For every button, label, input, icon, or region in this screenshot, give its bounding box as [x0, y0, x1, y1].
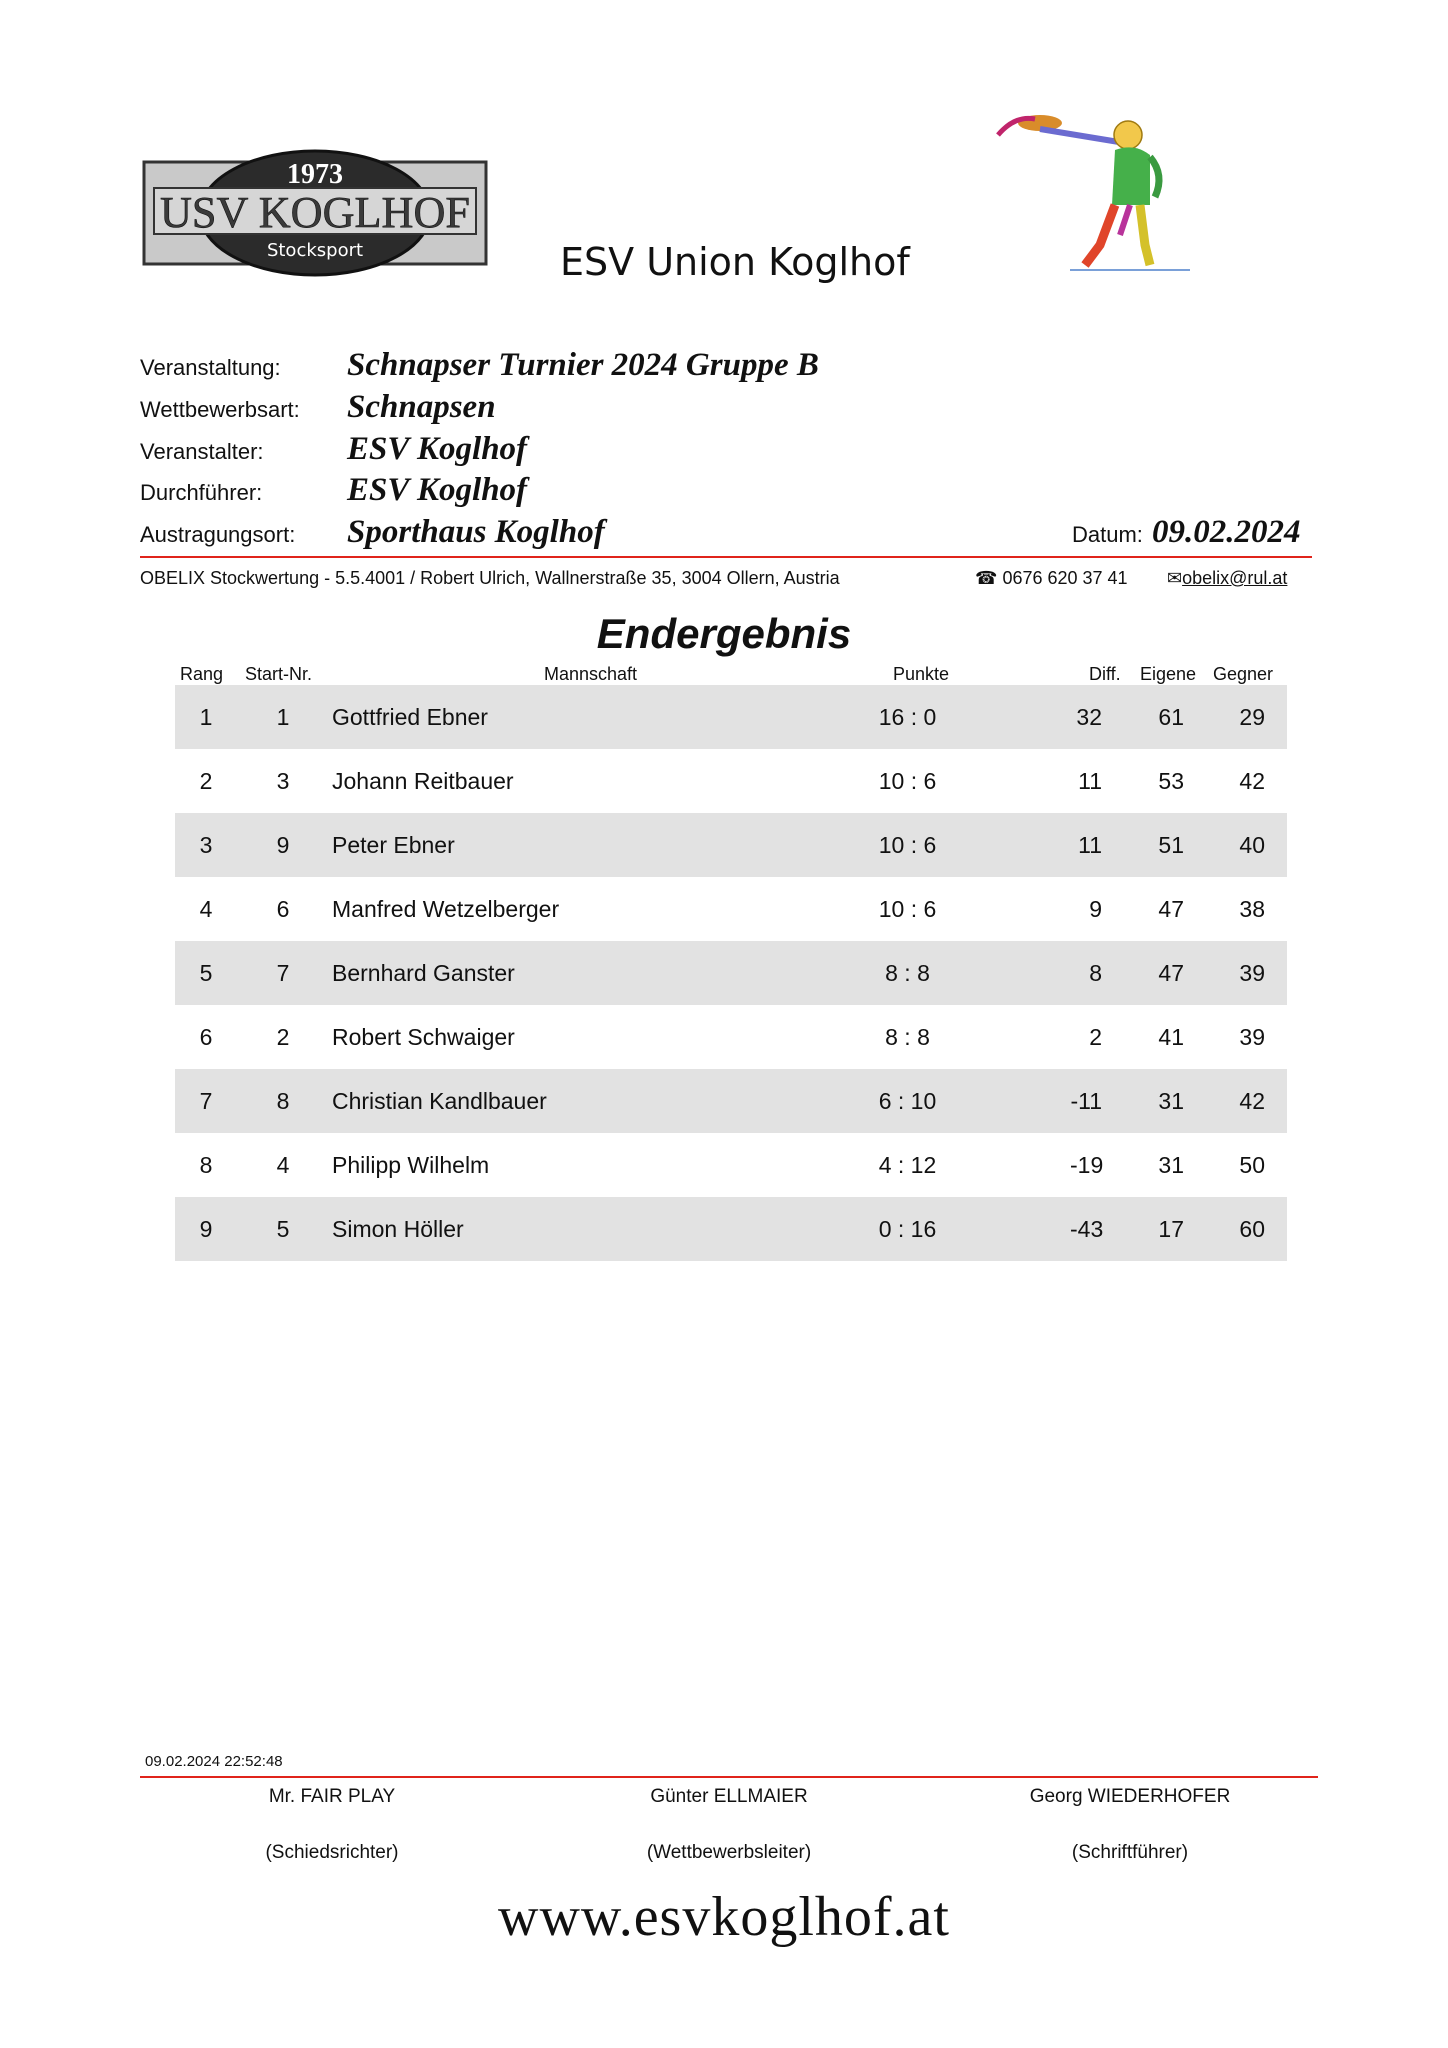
cell-opp: 38 — [1239, 896, 1265, 922]
cell-team: Simon Höller — [332, 1216, 464, 1242]
cell-team: Manfred Wetzelberger — [332, 896, 560, 922]
cell-rang: 8 — [199, 1152, 213, 1178]
wettbewerbsart-label: Wettbewerbsart: — [140, 397, 300, 422]
cell-team: Christian Kandlbauer — [332, 1088, 547, 1114]
col-header-opp: Gegner — [1213, 664, 1274, 684]
cell-diff: 9 — [1089, 896, 1102, 922]
cell-own: 53 — [1158, 768, 1184, 794]
cell-opp: 42 — [1239, 1088, 1265, 1114]
cell-rang: 6 — [199, 1024, 213, 1050]
cell-diff: 32 — [1076, 704, 1102, 730]
signature-name-secretary: Georg WIEDERHOFER — [1029, 1786, 1231, 1807]
cell-points: 10 : 6 — [878, 896, 937, 922]
curler-illustration — [980, 105, 1210, 275]
cell-opp: 50 — [1239, 1152, 1265, 1178]
cell-team: Johann Reitbauer — [332, 768, 514, 794]
club-logo — [140, 148, 490, 278]
signature-role-director: (Wettbewerbsleiter) — [646, 1842, 812, 1863]
table-row — [175, 1133, 1287, 1197]
cell-points: 16 : 0 — [878, 704, 937, 730]
cell-points: 6 : 10 — [878, 1088, 937, 1114]
cell-start: 1 — [276, 704, 290, 730]
table-row — [175, 749, 1287, 813]
durchfuehrer-value: ESV Koglhof — [347, 472, 528, 508]
cell-rang: 9 — [199, 1216, 213, 1242]
cell-points: 10 : 6 — [878, 768, 937, 794]
cell-own: 31 — [1158, 1152, 1184, 1178]
veranstalter-label: Veranstalter: — [140, 439, 264, 464]
club-title: ESV Union Koglhof — [560, 240, 910, 284]
cell-start: 6 — [276, 896, 290, 922]
col-header-start: Start-Nr. — [245, 664, 313, 684]
cell-diff: 8 — [1089, 960, 1102, 986]
cell-diff: -19 — [1070, 1152, 1104, 1178]
cell-team: Bernhard Ganster — [332, 960, 515, 986]
cell-points: 8 : 8 — [885, 1024, 930, 1050]
cell-start: 9 — [276, 832, 290, 858]
datum-label: Datum: — [1072, 522, 1143, 547]
col-header-team: Mannschaft — [544, 664, 638, 684]
header-divider — [140, 556, 1312, 558]
footer-divider — [140, 1776, 1318, 1778]
cell-team: Robert Schwaiger — [332, 1024, 515, 1050]
cell-start: 2 — [276, 1024, 290, 1050]
svg-text:1973: 1973 — [287, 159, 343, 190]
cell-rang: 4 — [199, 896, 213, 922]
print-timestamp: 09.02.2024 22:52:48 — [145, 1753, 283, 1770]
phone-contact — [975, 568, 1128, 589]
cell-own: 17 — [1158, 1216, 1184, 1242]
col-header-own: Eigene — [1140, 664, 1197, 684]
mail-icon: ✉ — [1167, 568, 1183, 588]
cell-own: 31 — [1158, 1088, 1184, 1114]
veranstaltung-label: Veranstaltung: — [140, 355, 281, 380]
cell-points: 0 : 16 — [878, 1216, 937, 1242]
website-link[interactable]: www.esvkoglhof.at — [498, 1886, 950, 1948]
table-row — [175, 1197, 1287, 1261]
wettbewerbsart-value: Schnapsen — [347, 389, 496, 425]
phone-icon: ☎ — [975, 568, 998, 588]
cell-team: Peter Ebner — [332, 832, 455, 858]
cell-points: 10 : 6 — [878, 832, 937, 858]
cell-opp: 29 — [1239, 704, 1265, 730]
cell-opp: 39 — [1239, 960, 1265, 986]
signature-name-referee: Mr. FAIR PLAY — [268, 1786, 396, 1807]
cell-rang: 2 — [199, 768, 213, 794]
austragungsort-value: Sporthaus Koglhof — [347, 514, 605, 550]
cell-rang: 3 — [199, 832, 213, 858]
cell-diff: -11 — [1070, 1088, 1102, 1114]
cell-diff: 2 — [1089, 1024, 1102, 1050]
email-link[interactable]: obelix@rul.at — [1182, 568, 1288, 588]
col-header-points: Punkte — [893, 664, 950, 684]
veranstaltung-value: Schnapser Turnier 2024 Gruppe B — [347, 347, 819, 383]
signature-name-director: Günter ELLMAIER — [650, 1786, 808, 1807]
svg-text:Stocksport: Stocksport — [266, 240, 364, 261]
table-row — [175, 1069, 1287, 1133]
col-header-rang: Rang — [180, 664, 224, 684]
table-row — [175, 685, 1287, 749]
col-header-diff: Diff. — [1089, 664, 1121, 684]
phone-number: 0676 620 37 41 — [1002, 568, 1128, 588]
page-title: Endergebnis — [596, 610, 852, 657]
table-row — [175, 877, 1287, 941]
cell-team: Philipp Wilhelm — [332, 1152, 490, 1178]
signature-role-secretary: (Schriftführer) — [1071, 1842, 1189, 1863]
cell-opp: 40 — [1239, 832, 1265, 858]
cell-own: 51 — [1158, 832, 1184, 858]
cell-diff: 11 — [1078, 832, 1102, 858]
cell-start: 3 — [276, 768, 290, 794]
durchfuehrer-label: Durchführer: — [140, 480, 263, 505]
cell-start: 5 — [276, 1216, 290, 1242]
cell-rang: 5 — [199, 960, 213, 986]
cell-start: 4 — [276, 1152, 290, 1178]
veranstalter-value: ESV Koglhof — [347, 431, 528, 467]
cell-diff: 11 — [1078, 768, 1102, 794]
cell-own: 61 — [1158, 704, 1184, 730]
cell-opp: 42 — [1239, 768, 1265, 794]
email-contact[interactable] — [1167, 568, 1287, 589]
software-credit: OBELIX Stockwertung - 5.5.4001 / Robert Ulrich, Wallnerstraße 35, 3004 Ollern, Austria — [140, 568, 840, 588]
table-row — [175, 813, 1287, 877]
signature-role-referee: (Schiedsrichter) — [265, 1842, 399, 1863]
cell-rang: 1 — [199, 704, 213, 730]
cell-own: 47 — [1158, 960, 1184, 986]
cell-team: Gottfried Ebner — [332, 704, 488, 730]
table-row — [175, 1005, 1287, 1069]
cell-diff: -43 — [1070, 1216, 1104, 1242]
cell-opp: 39 — [1239, 1024, 1265, 1050]
cell-opp: 60 — [1239, 1216, 1265, 1242]
datum-value: 09.02.2024 — [1152, 514, 1301, 550]
table-row — [175, 941, 1287, 1005]
cell-start: 7 — [276, 960, 290, 986]
austragungsort-label: Austragungsort: — [140, 522, 296, 547]
cell-start: 8 — [276, 1088, 290, 1114]
cell-points: 4 : 12 — [878, 1152, 937, 1178]
svg-text:USV KOGLHOF: USV KOGLHOF — [160, 188, 470, 237]
cell-own: 41 — [1158, 1024, 1184, 1050]
cell-rang: 7 — [199, 1088, 213, 1114]
cell-points: 8 : 8 — [885, 960, 930, 986]
cell-own: 47 — [1158, 896, 1184, 922]
